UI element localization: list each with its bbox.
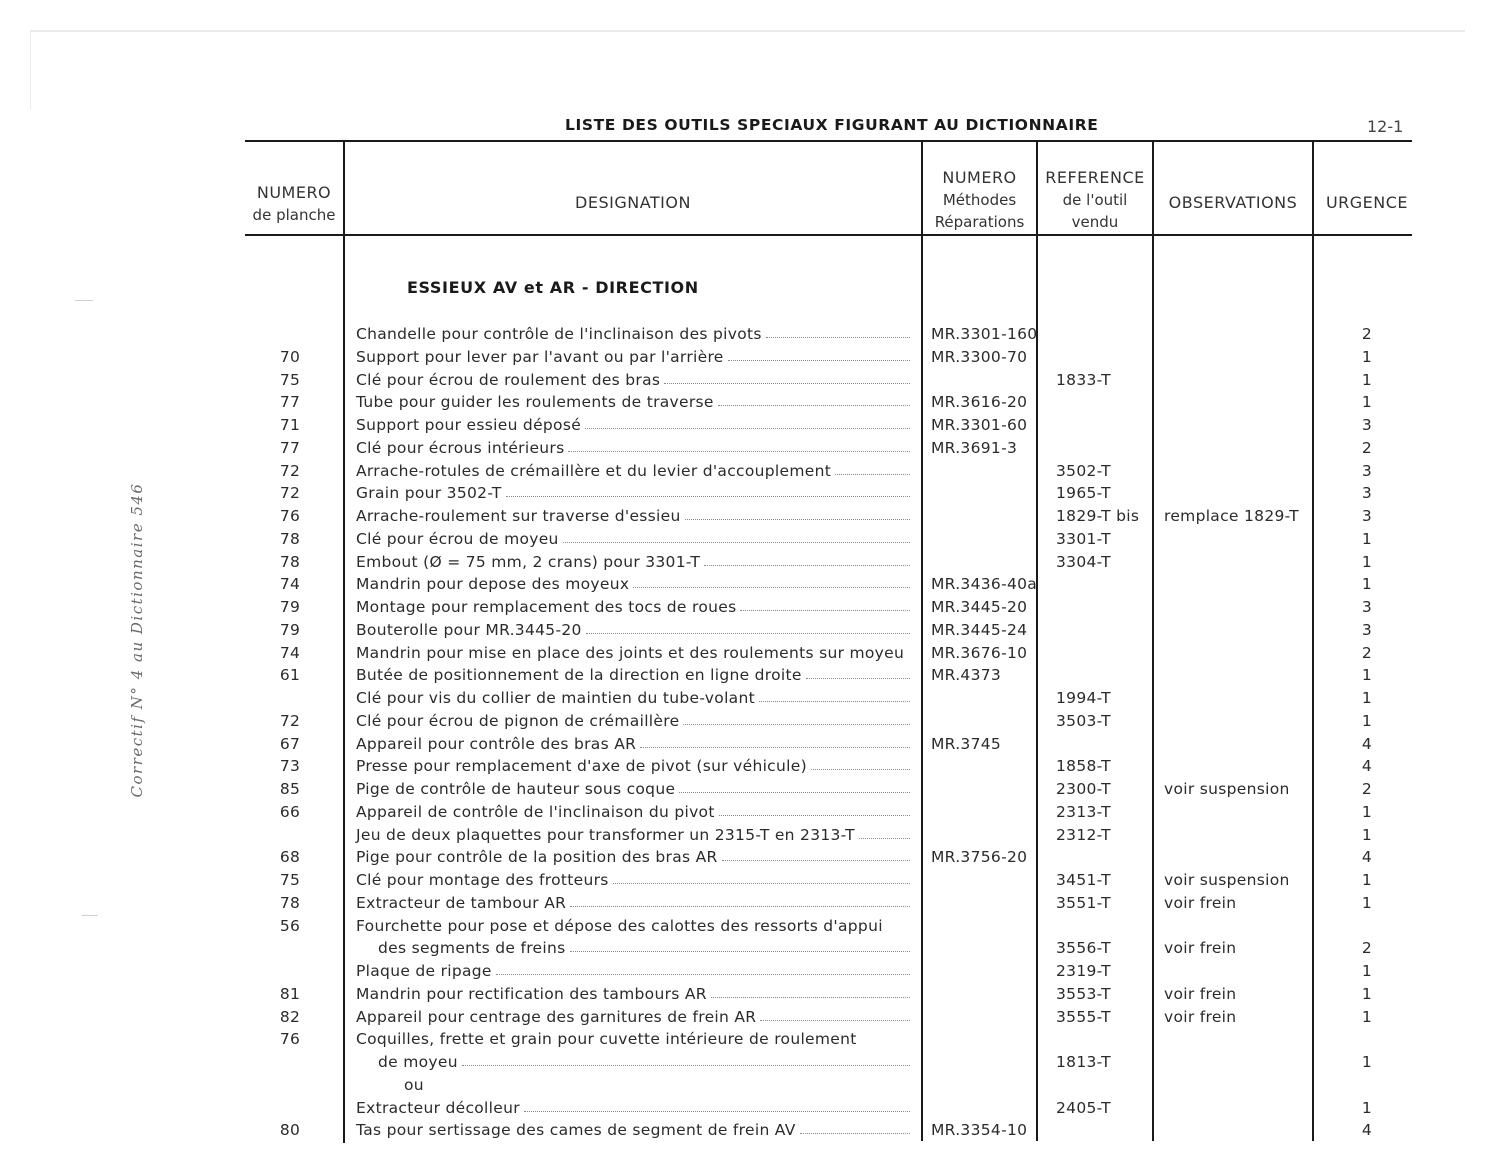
cell-designation xyxy=(356,505,912,527)
dot-leader xyxy=(462,1051,910,1066)
cell-reference-outil: 2405-T xyxy=(1056,1098,1111,1117)
cell-designation xyxy=(356,482,912,504)
cell-urgence: 3 xyxy=(1361,598,1373,616)
header-line: URGENCE xyxy=(1325,193,1409,212)
dot-leader xyxy=(563,528,910,543)
dot-leader xyxy=(728,346,910,361)
cell-urgence: 1 xyxy=(1361,347,1373,366)
cell-designation xyxy=(356,915,912,937)
cell-designation xyxy=(356,460,912,482)
dot-leader xyxy=(506,482,910,497)
header-urgence xyxy=(1314,192,1420,214)
designation-text: Clé pour écrou de moyeu xyxy=(356,529,559,548)
cell-designation xyxy=(356,414,912,436)
table-row xyxy=(0,687,1500,709)
dot-leader xyxy=(719,801,910,816)
designation-text: Appareil de contrôle de l'inclinaison du pivot xyxy=(356,802,715,821)
table-row xyxy=(0,323,1500,345)
cell-reference-outil: 1829-T bis xyxy=(1056,507,1140,525)
cell-urgence: 1 xyxy=(1361,666,1373,685)
designation-text: Coquilles, frette et grain pour cuvette intérieure de roulement xyxy=(356,1030,857,1049)
scan-edge xyxy=(30,30,1465,32)
cell-numero-methodes: MR.3301-60 xyxy=(931,416,1028,434)
table-row xyxy=(0,573,1500,595)
cell-numero-planche: 72 xyxy=(279,711,301,730)
designation-text: Appareil pour contrôle des bras AR xyxy=(356,734,637,753)
designation-text: Embout (Ø = 75 mm, 2 crans) pour 3301-T xyxy=(356,552,701,571)
cell-designation xyxy=(356,983,912,1005)
cell-urgence: 3 xyxy=(1361,620,1373,639)
table-row xyxy=(0,915,1500,937)
page-title: LISTE DES OUTILS SPECIAUX FIGURANT AU DICTIONNAIRE xyxy=(565,116,1099,134)
cell-designation xyxy=(356,346,912,368)
cell-numero-methodes: MR.3445-24 xyxy=(931,620,1028,639)
designation-text: Pige de contrôle de hauteur sous coque xyxy=(356,780,676,798)
designation-text: Grain pour 3502-T xyxy=(356,484,502,503)
cell-reference-outil: 2319-T xyxy=(1056,962,1111,980)
cell-reference-outil: 1858-T xyxy=(1056,757,1111,776)
cell-numero-methodes: MR.3354-10 xyxy=(931,1121,1028,1140)
designation-text: Clé pour écrous intérieurs xyxy=(356,438,565,457)
cell-numero-planche: 61 xyxy=(279,666,301,685)
designation-text: Presse pour remplacement d'axe de pivot (sur véhicule) xyxy=(356,757,807,776)
dot-leader xyxy=(811,755,910,770)
page-number: 12-1 xyxy=(1367,117,1404,136)
table-row xyxy=(0,1028,1500,1050)
cell-designation xyxy=(356,801,912,823)
cell-numero-planche: 72 xyxy=(279,461,301,480)
table-row xyxy=(0,619,1500,641)
designation-text: Tube pour guider les roulements de traverse xyxy=(356,393,714,412)
cell-reference-outil: 2300-T xyxy=(1056,780,1111,798)
cell-reference-outil: 3301-T xyxy=(1056,529,1111,548)
dot-leader xyxy=(711,983,910,998)
cell-designation xyxy=(378,1051,912,1073)
dot-leader xyxy=(664,369,910,384)
designation-text: Mandrin pour depose des moyeux xyxy=(356,575,630,594)
table-row xyxy=(0,1006,1500,1028)
header-line: Réparations xyxy=(934,213,1025,231)
header-line: de planche xyxy=(252,206,336,224)
header-line: vendu xyxy=(1071,213,1119,231)
designation-text: Fourchette pour pose et dépose des calottes des ressorts d'appui xyxy=(356,916,883,935)
table-row xyxy=(0,505,1500,527)
cell-numero-planche: 78 xyxy=(279,893,301,912)
side-note: Correctif N° 4 au Dictionnaire 546 xyxy=(128,482,146,798)
cell-reference-outil: 3553-T xyxy=(1056,984,1111,1003)
cell-designation xyxy=(356,1119,912,1141)
cell-designation xyxy=(356,619,912,641)
table-row xyxy=(0,892,1500,914)
cell-reference-outil: 2313-T xyxy=(1056,802,1111,821)
table-top-rule xyxy=(245,140,1412,142)
table-row xyxy=(0,778,1500,800)
table-row xyxy=(0,528,1500,550)
cell-urgence: 2 xyxy=(1361,438,1373,457)
designation-text: Tas pour sertissage des cames de segment de frein AV xyxy=(356,1121,796,1140)
cell-urgence: 1 xyxy=(1361,689,1373,707)
table-row xyxy=(0,710,1500,732)
header-numero-methodes xyxy=(923,167,1036,233)
table-row xyxy=(0,733,1500,755)
dot-leader xyxy=(685,505,910,520)
cell-urgence: 2 xyxy=(1361,939,1373,958)
cell-designation xyxy=(404,1074,912,1096)
cell-observations: voir frein xyxy=(1164,893,1237,912)
cell-urgence: 3 xyxy=(1361,416,1373,434)
cell-numero-methodes: MR.3616-20 xyxy=(931,393,1028,412)
designation-text: Butée de positionnement de la direction en ligne droite xyxy=(356,666,802,685)
cell-numero-planche: 79 xyxy=(279,620,301,639)
table-row xyxy=(0,983,1500,1005)
cell-numero-planche: 76 xyxy=(279,1030,301,1049)
table-row xyxy=(0,346,1500,368)
cell-urgence: 3 xyxy=(1361,484,1373,503)
header-line: OBSERVATIONS xyxy=(1168,193,1298,212)
dot-leader xyxy=(586,619,910,634)
designation-text: Arrache-roulement sur traverse d'essieu xyxy=(356,507,681,525)
cell-urgence: 4 xyxy=(1361,734,1373,753)
cell-numero-planche: 82 xyxy=(279,1007,301,1026)
designation-text: Extracteur décolleur xyxy=(356,1098,520,1117)
designation-text: de moyeu xyxy=(378,1053,458,1071)
cell-numero-planche: 72 xyxy=(279,484,301,503)
header-line: REFERENCE xyxy=(1045,168,1145,187)
cell-designation xyxy=(356,846,912,868)
cell-reference-outil: 3555-T xyxy=(1056,1007,1111,1026)
designation-text: Bouterolle pour MR.3445-20 xyxy=(356,620,582,639)
cell-numero-methodes: MR.3301-160 xyxy=(931,325,1038,343)
header-observations xyxy=(1154,192,1312,214)
table-row xyxy=(0,551,1500,573)
designation-text: Plaque de ripage xyxy=(356,962,492,980)
table-row xyxy=(0,1074,1500,1096)
cell-urgence: 1 xyxy=(1361,871,1373,889)
cell-designation xyxy=(356,1006,912,1028)
cell-observations: voir suspension xyxy=(1164,871,1290,889)
designation-text: Clé pour écrou de roulement des bras xyxy=(356,370,661,389)
cell-reference-outil: 3304-T xyxy=(1056,552,1111,571)
dot-leader xyxy=(633,573,910,588)
table-row xyxy=(0,846,1500,868)
cell-urgence: 1 xyxy=(1361,893,1373,912)
dot-leader xyxy=(718,391,910,406)
cell-numero-planche: 78 xyxy=(279,552,301,571)
dot-leader xyxy=(859,824,910,839)
cell-designation xyxy=(356,1028,912,1050)
cell-designation xyxy=(356,596,912,618)
cell-numero-planche: 70 xyxy=(279,347,301,366)
cell-numero-planche: 74 xyxy=(279,643,301,662)
cell-reference-outil: 1994-T xyxy=(1056,689,1111,707)
cell-designation xyxy=(356,733,912,755)
cell-reference-outil: 3451-T xyxy=(1056,871,1111,889)
cell-numero-planche: 67 xyxy=(279,734,301,753)
header-line: de l'outil xyxy=(1062,191,1128,209)
header-bottom-rule xyxy=(245,234,1412,236)
cell-numero-planche: 56 xyxy=(279,916,301,935)
cell-numero-methodes: MR.3436-40a xyxy=(931,575,1038,594)
cell-observations: voir frein xyxy=(1164,984,1237,1003)
dot-leader xyxy=(524,1097,910,1112)
cell-reference-outil: 2312-T xyxy=(1056,825,1111,844)
cell-numero-methodes: MR.3691-3 xyxy=(931,438,1018,457)
table-row xyxy=(0,960,1500,982)
designation-text: Mandrin pour mise en place des joints et des roulements sur moyeu xyxy=(356,643,905,662)
cell-numero-planche: 77 xyxy=(279,393,301,412)
cell-numero-planche: 73 xyxy=(279,757,301,776)
designation-text: Arrache-rotules de crémaillère et du levier d'accouplement xyxy=(356,461,832,480)
table-row xyxy=(0,801,1500,823)
table-row xyxy=(0,824,1500,846)
designation-text: Montage pour remplacement des tocs de roues xyxy=(356,598,737,616)
designation-text: Chandelle pour contrôle de l'inclinaison des pivots xyxy=(356,325,762,343)
cell-urgence: 3 xyxy=(1361,461,1373,480)
cell-numero-planche: 74 xyxy=(279,575,301,594)
dot-leader xyxy=(640,733,910,748)
designation-text: Clé pour vis du collier de maintien du tube-volant xyxy=(356,689,755,707)
cell-numero-planche: 75 xyxy=(279,871,301,889)
cell-reference-outil: 1965-T xyxy=(1056,484,1111,503)
cell-urgence: 1 xyxy=(1361,984,1373,1003)
cell-numero-planche: 71 xyxy=(279,416,301,434)
header-reference-outil xyxy=(1038,167,1152,233)
dot-leader xyxy=(740,596,910,611)
dot-leader xyxy=(722,846,910,861)
designation-text: Support pour essieu déposé xyxy=(356,416,582,434)
table-row xyxy=(0,1051,1500,1073)
table-row xyxy=(0,437,1500,459)
cell-numero-planche: 81 xyxy=(279,984,301,1003)
dot-leader xyxy=(679,778,910,793)
cell-designation xyxy=(356,391,912,413)
table-row xyxy=(0,1119,1500,1141)
scan-speck xyxy=(75,300,93,301)
cell-urgence: 1 xyxy=(1361,393,1373,412)
table-row xyxy=(0,664,1500,686)
table-row xyxy=(0,369,1500,391)
header-numero-planche xyxy=(245,182,343,226)
cell-numero-methodes: MR.3676-10 xyxy=(931,643,1028,662)
cell-reference-outil: 3551-T xyxy=(1056,893,1111,912)
cell-numero-planche: 76 xyxy=(279,507,301,525)
cell-urgence: 1 xyxy=(1361,575,1373,594)
cell-designation xyxy=(356,710,912,732)
cell-designation xyxy=(356,960,912,982)
cell-urgence: 2 xyxy=(1361,325,1373,343)
cell-urgence: 1 xyxy=(1361,1053,1373,1071)
designation-text: Clé pour montage des frotteurs xyxy=(356,871,609,889)
cell-numero-planche: 80 xyxy=(279,1121,301,1140)
cell-numero-methodes: MR.3300-70 xyxy=(931,347,1028,366)
cell-designation xyxy=(356,824,912,846)
designation-text: des segments de freins xyxy=(378,939,566,958)
cell-observations: remplace 1829-T xyxy=(1164,507,1299,525)
cell-designation xyxy=(356,323,912,345)
cell-designation xyxy=(356,687,912,709)
cell-urgence: 1 xyxy=(1361,825,1373,844)
cell-urgence: 1 xyxy=(1361,529,1373,548)
header-line: DESIGNATION xyxy=(575,193,691,212)
cell-urgence: 3 xyxy=(1361,507,1373,525)
cell-urgence: 1 xyxy=(1361,802,1373,821)
table-row xyxy=(0,482,1500,504)
designation-text: Mandrin pour rectification des tambours AR xyxy=(356,984,707,1003)
cell-designation xyxy=(356,778,912,800)
dot-leader xyxy=(759,687,910,702)
cell-urgence: 4 xyxy=(1361,1121,1373,1140)
dot-leader xyxy=(760,1006,910,1021)
cell-observations: voir frein xyxy=(1164,1007,1237,1026)
cell-designation xyxy=(356,869,912,891)
dot-leader xyxy=(496,960,910,975)
cell-designation xyxy=(356,1097,912,1119)
cell-numero-planche: 85 xyxy=(279,780,301,798)
cell-urgence: 1 xyxy=(1361,711,1373,730)
designation-text: Appareil pour centrage des garnitures de frein AR xyxy=(356,1007,757,1026)
header-line: NUMERO xyxy=(942,168,1017,187)
cell-designation xyxy=(356,892,912,914)
cell-designation xyxy=(356,551,912,573)
scan-edge-left xyxy=(30,30,31,110)
cell-numero-planche: 79 xyxy=(279,598,301,616)
cell-urgence: 1 xyxy=(1361,552,1373,571)
dot-leader xyxy=(800,1119,910,1134)
header-line: NUMERO xyxy=(256,183,332,202)
cell-designation xyxy=(356,369,912,391)
dot-leader xyxy=(585,414,910,429)
dot-leader xyxy=(568,437,910,452)
table-row xyxy=(0,1097,1500,1119)
designation-text: Pige pour contrôle de la position des bras AR xyxy=(356,848,718,867)
cell-designation xyxy=(356,642,912,664)
cell-designation xyxy=(356,755,912,777)
dot-leader xyxy=(613,869,910,884)
table-row xyxy=(0,937,1500,959)
dot-leader xyxy=(570,937,911,952)
table-row xyxy=(0,755,1500,777)
cell-designation xyxy=(356,437,912,459)
cell-observations: voir frein xyxy=(1164,939,1237,958)
cell-urgence: 1 xyxy=(1361,1007,1373,1026)
cell-reference-outil: 3556-T xyxy=(1056,939,1111,958)
dot-leader xyxy=(683,710,910,725)
cell-observations: voir suspension xyxy=(1164,780,1290,798)
cell-reference-outil: 1833-T xyxy=(1056,370,1111,389)
cell-reference-outil: 3502-T xyxy=(1056,461,1111,480)
cell-urgence: 4 xyxy=(1361,848,1373,867)
table-row xyxy=(0,642,1500,664)
designation-text: Extracteur de tambour AR xyxy=(356,893,567,912)
header-line: Méthodes xyxy=(942,191,1017,209)
dot-leader xyxy=(835,460,910,475)
cell-numero-planche: 77 xyxy=(279,438,301,457)
cell-numero-planche: 75 xyxy=(279,370,301,389)
cell-designation xyxy=(356,664,912,686)
section-title: ESSIEUX AV et AR - DIRECTION xyxy=(407,278,699,297)
designation-text: Clé pour écrou de pignon de crémaillère xyxy=(356,711,680,730)
dot-leader xyxy=(806,664,910,679)
header-designation xyxy=(345,192,921,214)
designation-text: Jeu de deux plaquettes pour transformer un 2315-T en 2313-T xyxy=(356,825,855,844)
cell-numero-methodes: MR.3445-20 xyxy=(931,598,1028,616)
cell-numero-planche: 68 xyxy=(279,848,301,867)
cell-urgence: 2 xyxy=(1361,780,1373,798)
cell-numero-methodes: MR.3756-20 xyxy=(931,848,1028,867)
table-row xyxy=(0,869,1500,891)
cell-numero-methodes: MR.4373 xyxy=(931,666,1002,685)
cell-urgence: 1 xyxy=(1361,962,1373,980)
designation-text: ou xyxy=(404,1075,424,1094)
cell-designation xyxy=(378,937,912,959)
dot-leader xyxy=(766,323,910,338)
cell-urgence: 1 xyxy=(1361,370,1373,389)
dot-leader xyxy=(704,551,910,566)
designation-text: Support pour lever par l'avant ou par l'arrière xyxy=(356,347,724,366)
cell-numero-planche: 78 xyxy=(279,529,301,548)
dot-leader xyxy=(570,892,910,907)
table-row xyxy=(0,596,1500,618)
table-row xyxy=(0,460,1500,482)
cell-designation xyxy=(356,573,912,595)
cell-urgence: 1 xyxy=(1361,1098,1373,1117)
cell-urgence: 4 xyxy=(1361,757,1373,776)
table-row xyxy=(0,391,1500,413)
table-row xyxy=(0,414,1500,436)
cell-reference-outil: 3503-T xyxy=(1056,711,1111,730)
cell-designation xyxy=(356,528,912,550)
cell-urgence: 2 xyxy=(1361,643,1373,662)
cell-numero-planche: 66 xyxy=(279,802,301,821)
cell-reference-outil: 1813-T xyxy=(1056,1053,1111,1071)
cell-numero-methodes: MR.3745 xyxy=(931,734,1002,753)
